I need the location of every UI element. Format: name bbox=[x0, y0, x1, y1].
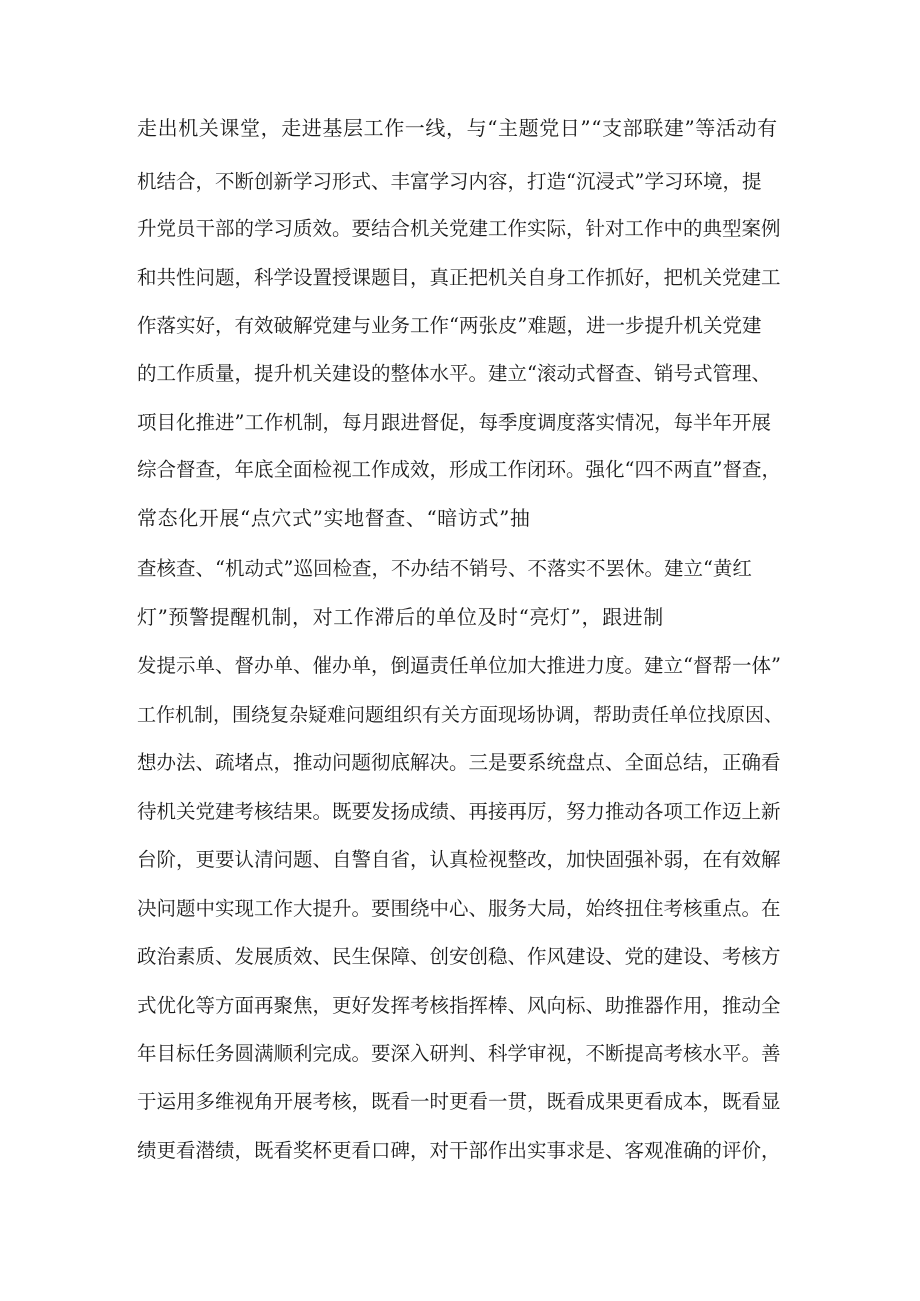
body-text-line: 和共性问题，科学设置授课题目，真正把机关自身工作抓好，把机关党建工 bbox=[137, 266, 781, 289]
body-text-line: 综合督查，年底全面检视工作成效，形成工作闭环。强化“四不两直”督查， bbox=[137, 458, 781, 481]
body-text-line: 于运用多维视角开展考核，既看一时更看一贯，既看成果更看成本，既看显 bbox=[137, 1090, 781, 1113]
body-text-line: 机结合，不断创新学习形式、丰富学习内容，打造“沉浸式”学习环境，提 bbox=[137, 170, 762, 193]
body-text-line: 升党员干部的学习质效。要结合机关党建工作实际，针对工作中的典型案例 bbox=[137, 217, 781, 240]
body-text-line: 政治素质、发展质效、民生保障、创安创稳、作风建设、党的建设、考核方 bbox=[137, 945, 781, 968]
body-text-line: 决问题中实现工作大提升。要围绕中心、服务大局，始终扭住考核重点。在 bbox=[137, 897, 781, 920]
body-text-line: 作落实好，有效破解党建与业务工作“两张皮”难题，进一步提升机关党建 bbox=[137, 314, 762, 337]
body-text-line: 灯”预警提醒机制，对工作滞后的单位及时“亮灯”，跟进制 bbox=[137, 605, 664, 629]
body-text-line: 查核查、“机动式”巡回检查，不办结不销号、不落实不罢休。建立“黄红 bbox=[137, 557, 752, 580]
body-text-line: 年目标任务圆满顺利完成。要深入研判、科学审视，不断提高考核水平。善 bbox=[137, 1042, 781, 1065]
body-text-line: 式优化等方面再聚焦，更好发挥考核指挥棒、风向标、助推器作用，推动全 bbox=[137, 994, 781, 1017]
body-text-line: 待机关党建考核结果。既要发扬成绩、再接再厉，努力推动各项工作迈上新 bbox=[137, 800, 781, 823]
body-text-line: 常态化开展“点穴式”实地督查、“暗访式”抽 bbox=[137, 506, 531, 530]
body-text-line: 的工作质量，提升机关建设的整体水平。建立“滚动式督查、销号式管理、 bbox=[137, 362, 771, 385]
body-text-line: 绩更看潜绩，既看奖杯更看口碑，对干部作出实事求是、客观准确的评价， bbox=[137, 1139, 781, 1162]
body-text-line: 想办法、疏堵点，推动问题彻底解决。三是要系统盘点、全面总结，正确看 bbox=[137, 751, 781, 774]
body-text-line: 发提示单、督办单、催办单，倒逼责任单位加大推进力度。建立“督帮一体” bbox=[137, 654, 781, 677]
body-text-line: 工作机制，围绕复杂疑难问题组织有关方面现场协调，帮助责任单位找原因、 bbox=[137, 704, 784, 726]
body-text-line: 走出机关课堂，走进基层工作一线，与“主题党日”“支部联建”等活动有 bbox=[137, 116, 778, 140]
body-text-line: 台阶，更要认清问题、自警自省，认真检视整改，加快固强补弱，在有效解 bbox=[137, 848, 781, 871]
body-text-line: 项目化推进”工作机制，每月跟进督促，每季度调度落实情况，每半年开展 bbox=[137, 411, 771, 434]
